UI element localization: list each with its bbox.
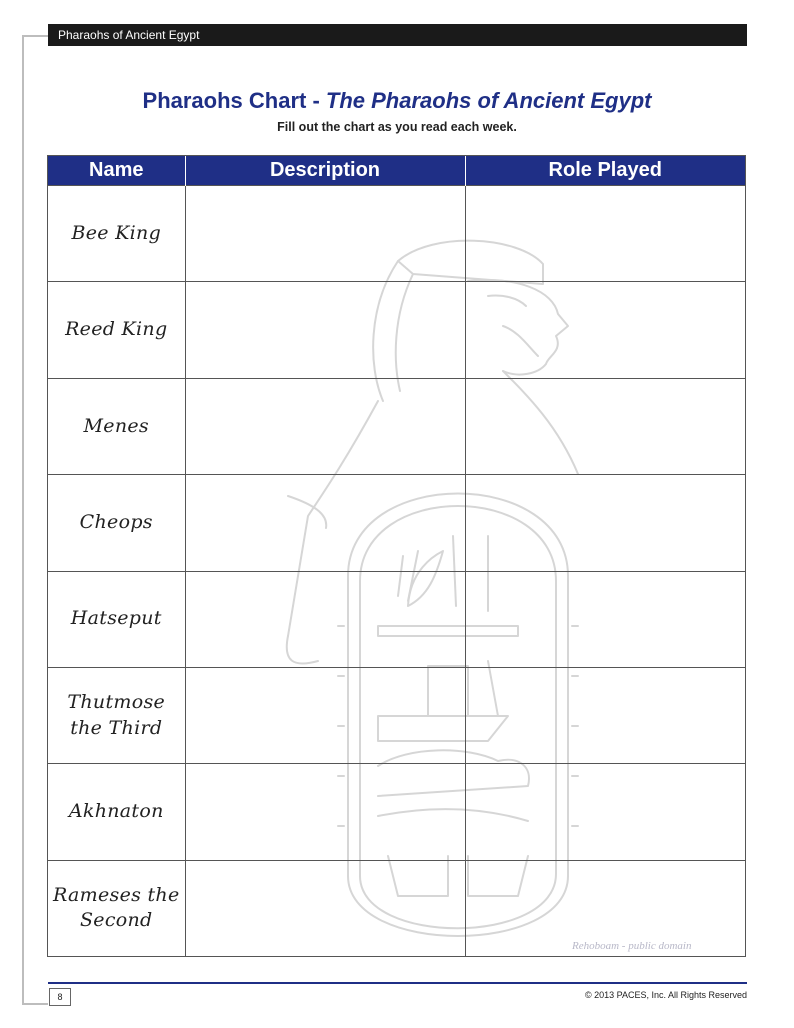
table-row	[48, 667, 745, 763]
table-row	[48, 282, 745, 378]
role-cell[interactable]	[465, 667, 745, 763]
table-header-row	[48, 156, 745, 186]
side-margin-line	[22, 35, 24, 1005]
page-title	[0, 88, 794, 114]
name-cell: Rameses the Second	[48, 860, 185, 956]
side-margin-tick-top	[22, 35, 48, 37]
table-row	[48, 475, 745, 571]
role-cell[interactable]	[465, 475, 745, 571]
name-cell: Bee King	[48, 186, 185, 282]
side-margin-tick-bottom	[22, 1003, 48, 1005]
page-subtitle: Fill out the chart as you read each week.	[277, 120, 517, 134]
table-row	[48, 186, 745, 282]
name-cell: Cheops	[48, 475, 185, 571]
chart-table	[48, 156, 745, 956]
description-cell[interactable]	[185, 378, 465, 474]
role-cell[interactable]	[465, 764, 745, 860]
image-credit: Rehoboam - public domain	[572, 940, 692, 952]
column-header-description: Description	[185, 156, 465, 186]
section-header-bar	[48, 24, 747, 46]
role-cell[interactable]	[465, 571, 745, 667]
name-cell: Akhnaton	[48, 764, 185, 860]
role-cell[interactable]	[465, 282, 745, 378]
title-italic: The Pharaohs of Ancient Egypt	[325, 88, 652, 113]
name-cell: Reed King	[48, 282, 185, 378]
description-cell[interactable]	[185, 667, 465, 763]
table-row	[48, 378, 745, 474]
column-header-role-played: Role Played	[465, 156, 745, 186]
footer-rule	[48, 982, 747, 984]
name-cell: Hatseput	[48, 571, 185, 667]
description-cell[interactable]	[185, 186, 465, 282]
name-cell: Thutmose the Third	[48, 667, 185, 763]
table-row	[48, 764, 745, 860]
copyright-notice: © 2013 PACES, Inc. All Rights Reserved	[584, 990, 747, 1000]
pharaohs-chart	[47, 155, 746, 957]
role-cell[interactable]	[465, 378, 745, 474]
description-cell[interactable]	[185, 860, 465, 956]
title-separator: -	[306, 88, 326, 113]
column-header-name: Name	[48, 156, 185, 186]
section-title: Pharaohs of Ancient Egypt	[58, 28, 200, 42]
role-cell[interactable]	[465, 186, 745, 282]
description-cell[interactable]	[185, 282, 465, 378]
table-row	[48, 571, 745, 667]
name-cell: Menes	[48, 378, 185, 474]
description-cell[interactable]	[185, 475, 465, 571]
description-cell[interactable]	[185, 764, 465, 860]
page-number: 8	[49, 988, 71, 1006]
description-cell[interactable]	[185, 571, 465, 667]
title-main: Pharaohs Chart	[142, 88, 307, 113]
